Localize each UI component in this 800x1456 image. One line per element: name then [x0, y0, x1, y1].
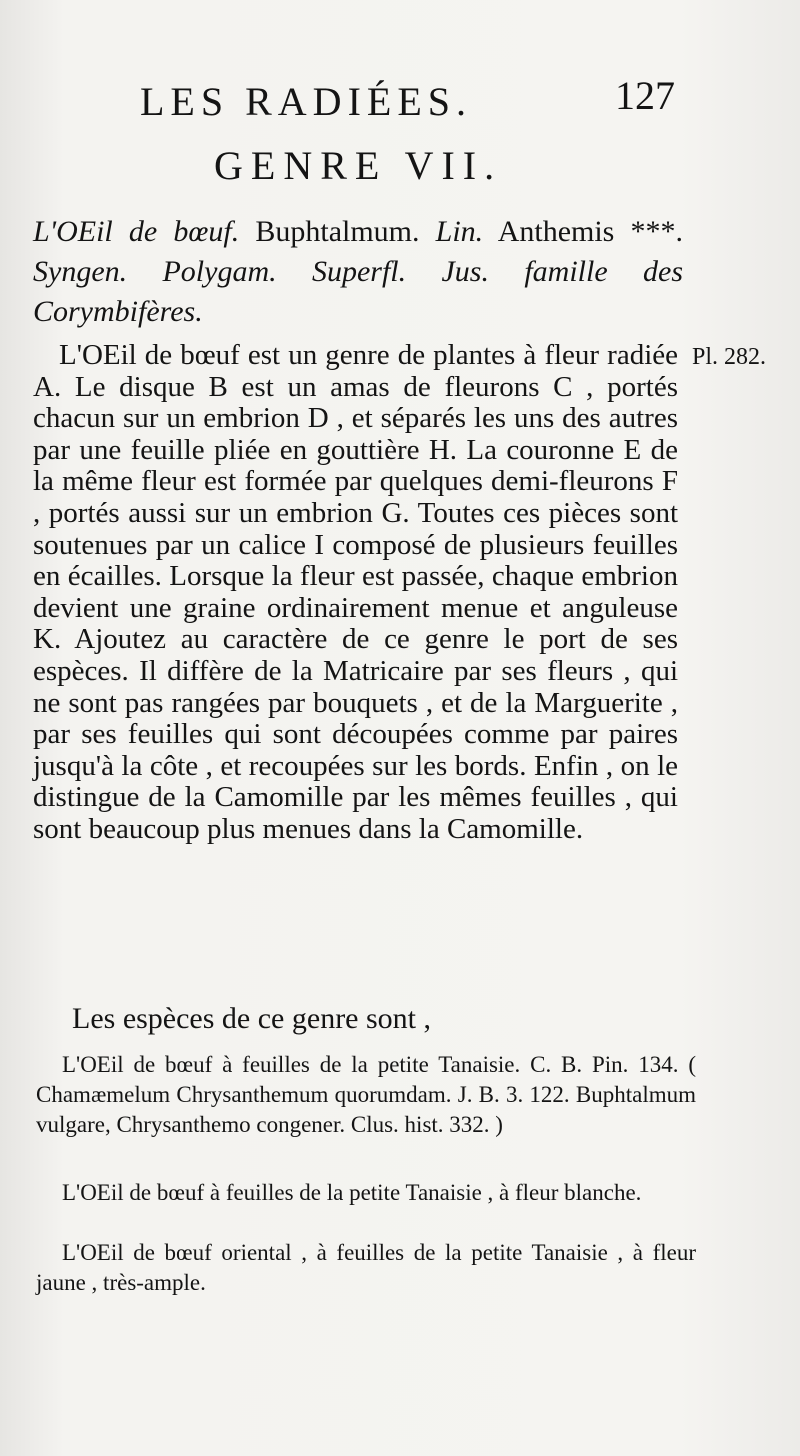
intro-latin-name: Buphtalmum.: [255, 215, 420, 248]
species-heading: Les espèces de ce genre sont ,: [72, 1002, 432, 1035]
species-entry-2: L'OEil de bœuf à feuilles de la petite Tanaisie , à fleur blanche.: [62, 1180, 642, 1205]
running-title: LES RADIÉES.: [140, 79, 472, 124]
intro-classification: Syngen. Polygam. Superfl. Jus. famille des Corymbifères.: [33, 255, 683, 328]
page-number: 127: [615, 73, 675, 118]
intro-author: Lin.: [435, 215, 484, 248]
genus-intro: [33, 212, 683, 332]
description-paragraph: L'OEil de bœuf est un genre de plantes à fleur radiée A. Le disque B est un amas de fleurons C , portés chacun sur un embrion D , et séparés les uns des autres par une feuille pliée en gouttière H. La couronne E de la même fleur est formée par quelques demi-fleurons F , portés aussi sur un embrion G. Toutes ces pièces sont soutenues par un calice I composé de plusieurs feuilles en écailles. Lorsque la fleur est passée, chaque embrion devient une graine ordinairement menue et anguleuse K. Ajoutez au caractère de ce genre le port de ses espèces. Il diffère de la Matricaire par ses fleurs , qui ne sont pas rangées par bouquets , et de la Marguerite , par ses feuilles qui sont découpées comme par paires jusqu'à la côte , et recoupées sur les bords. Enfin , on le distingue de la Camomille par les mêmes feuilles , qui sont beaucoup plus menues dans la Camomille.: [33, 339, 678, 845]
intro-synonym: Anthemis ***.: [497, 215, 683, 248]
genre-heading: GENRE VII.: [214, 143, 503, 188]
species-entry-3: L'OEil de bœuf oriental , à feuilles de la petite Tanaisie , à fleur jaune , très-ample.: [36, 1240, 696, 1295]
species-entry-1: L'OEil de bœuf à feuilles de la petite Tanaisie. C. B. Pin. 134. ( Chamæmelum Chrysanthemum quorumdam. J. B. 3. 122. Buphtalmum vulgare, Chrysanthemo congener. Clus. hist. 332. ): [36, 1052, 696, 1137]
intro-common-name: L'OEil de bœuf.: [33, 215, 240, 248]
plate-reference: Pl. 282.: [692, 344, 767, 370]
